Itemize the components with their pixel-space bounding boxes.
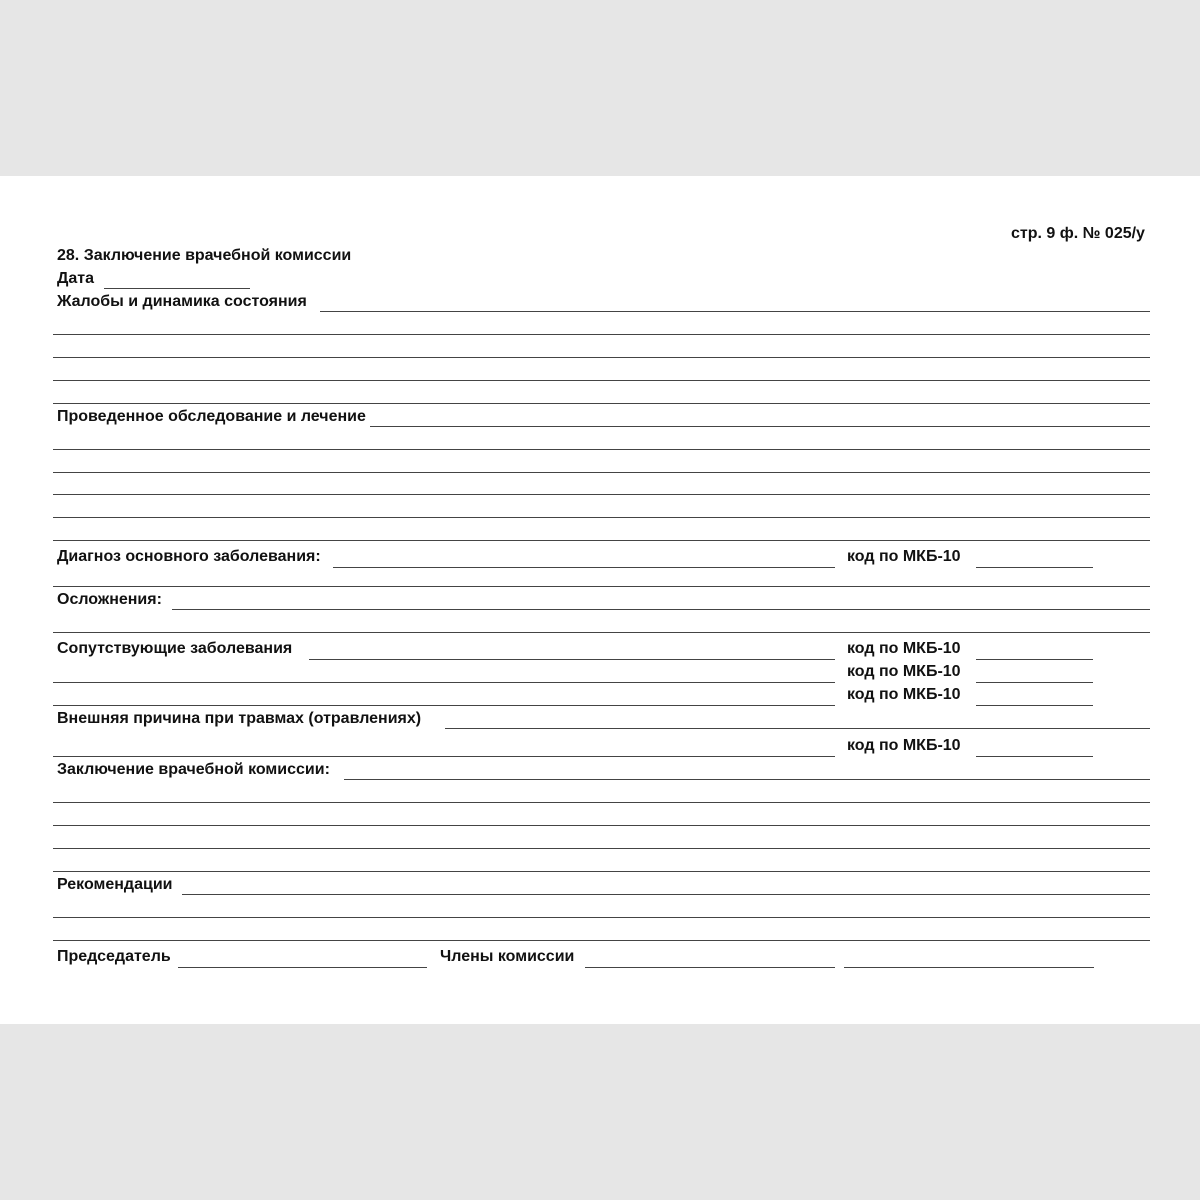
recommendations-field-line[interactable] (53, 917, 1150, 918)
comorbid-field-line[interactable] (53, 682, 835, 683)
recommendations-field-line[interactable] (53, 940, 1150, 941)
exam-field-line[interactable] (370, 426, 1150, 427)
diagnosis-field-line[interactable] (333, 567, 835, 568)
icd-code-label: код по МКБ-10 (847, 640, 961, 657)
icd-code-field-line[interactable] (976, 682, 1093, 683)
complaints-field-line[interactable] (53, 380, 1150, 381)
chairman-signature-line[interactable] (178, 967, 427, 968)
external-cause-field-line[interactable] (445, 728, 1150, 729)
icd-code-label: код по МКБ-10 (847, 686, 961, 703)
exam-field-line[interactable] (53, 449, 1150, 450)
complaints-field-line[interactable] (320, 311, 1150, 312)
icd-code-field-line[interactable] (976, 756, 1093, 757)
form-sheet (0, 176, 1200, 1024)
recommendations-field-line[interactable] (182, 894, 1150, 895)
conclusion-field-line[interactable] (344, 779, 1150, 780)
complaints-field-line[interactable] (53, 403, 1150, 404)
complications-field-line[interactable] (53, 632, 1150, 633)
date-label: Дата (57, 270, 95, 287)
diagnosis-label: Диагноз основного заболевания: (57, 548, 321, 565)
exam-treatment-label: Проведенное обследование и лечение (57, 408, 366, 425)
conclusion-field-line[interactable] (53, 802, 1150, 803)
complaints-field-line[interactable] (53, 357, 1150, 358)
recommendations-label: Рекомендации (57, 876, 173, 893)
comorbid-field-line[interactable] (53, 705, 835, 706)
chairman-label: Председатель (57, 948, 171, 965)
exam-field-line[interactable] (53, 472, 1150, 473)
diagnosis-field-line[interactable] (53, 586, 1150, 587)
date-field-line[interactable] (104, 288, 250, 289)
icd-code-label: код по МКБ-10 (847, 548, 961, 565)
icd-code-label: код по МКБ-10 (847, 663, 961, 680)
icd-code-field-line[interactable] (976, 659, 1093, 660)
page-reference: стр. 9 ф. № 025/у (1011, 225, 1145, 242)
external-cause-label: Внешняя причина при травмах (отравлениях) (57, 710, 422, 727)
comorbid-label: Сопутствующие заболевания (57, 640, 293, 657)
conclusion-field-line[interactable] (53, 871, 1150, 872)
exam-field-line[interactable] (53, 540, 1150, 541)
complications-label: Осложнения: (57, 591, 162, 608)
comorbid-field-line[interactable] (309, 659, 835, 660)
conclusion-field-line[interactable] (53, 848, 1150, 849)
exam-field-line[interactable] (53, 517, 1150, 518)
conclusion-field-line[interactable] (53, 825, 1150, 826)
icd-code-field-line[interactable] (976, 567, 1093, 568)
icd-code-label: код по МКБ-10 (847, 737, 961, 754)
section-title: 28. Заключение врачебной комиссии (57, 247, 352, 264)
complications-field-line[interactable] (172, 609, 1150, 610)
conclusion-label: Заключение врачебной комиссии: (57, 761, 330, 778)
members-label: Члены комиссии (440, 948, 575, 965)
external-cause-field-line[interactable] (53, 756, 835, 757)
exam-field-line[interactable] (53, 494, 1150, 495)
member-signature-line[interactable] (585, 967, 835, 968)
complaints-label: Жалобы и динамика состояния (57, 293, 307, 310)
icd-code-field-line[interactable] (976, 705, 1093, 706)
member-signature-line[interactable] (844, 967, 1094, 968)
complaints-field-line[interactable] (53, 334, 1150, 335)
